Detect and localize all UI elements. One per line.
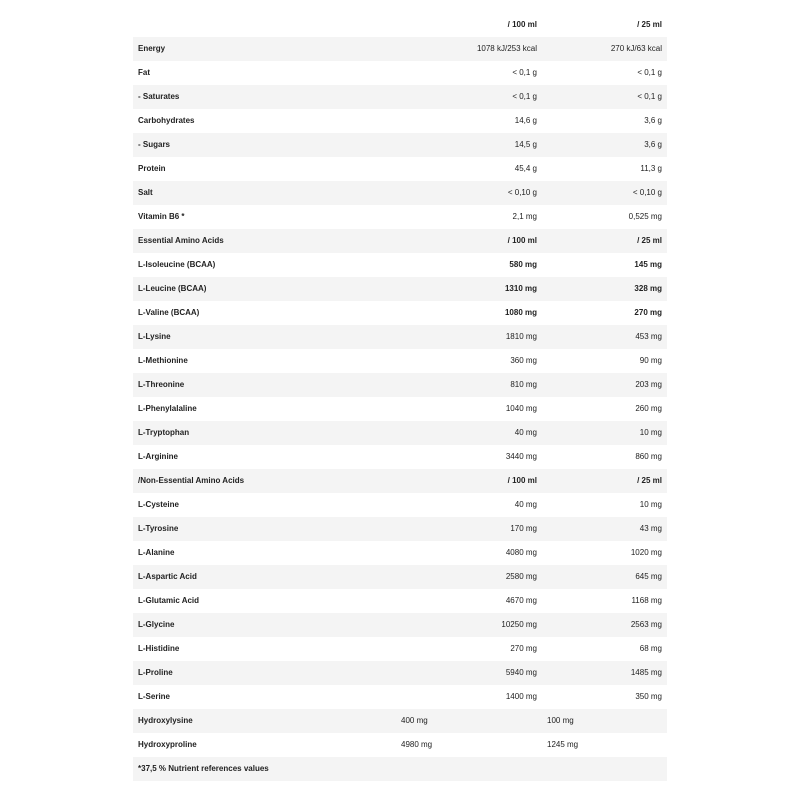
table-row <box>133 37 667 61</box>
row-label: Hydroxylysine <box>138 716 193 725</box>
section-column-per-25ml: / 25 ml <box>637 476 662 485</box>
value-per-25ml: 90 mg <box>639 356 662 365</box>
row-label: Fat <box>138 68 150 77</box>
row-label: L-Phenylalaline <box>138 404 197 413</box>
row-label: - Saturates <box>138 92 180 101</box>
value-per-25ml: 203 mg <box>635 380 662 389</box>
value-per-100ml: < 0,10 g <box>507 188 537 197</box>
table-row <box>133 733 667 757</box>
table-row <box>133 421 667 445</box>
value-per-25ml: 1485 mg <box>630 668 662 677</box>
table-row <box>133 349 667 373</box>
table-row <box>133 637 667 661</box>
value-per-100ml: 40 mg <box>514 428 537 437</box>
value-per-25ml: 645 mg <box>635 572 662 581</box>
section-column-per-100ml: / 100 ml <box>507 476 537 485</box>
value-per-100ml: 10250 mg <box>501 620 537 629</box>
section-label: Essential Amino Acids <box>138 236 224 245</box>
row-label: L-Isoleucine (BCAA) <box>138 260 216 269</box>
value-per-100ml: 170 mg <box>510 524 537 533</box>
row-label: L-Lysine <box>138 332 171 341</box>
value-per-100ml: 2,1 mg <box>512 212 537 221</box>
row-label: L-Glutamic Acid <box>138 596 200 605</box>
value-per-100ml: 3440 mg <box>505 452 537 461</box>
value-per-100ml: < 0,1 g <box>512 92 537 101</box>
table-row <box>133 445 667 469</box>
table-row <box>133 157 667 181</box>
row-label: Protein <box>138 164 166 173</box>
value-per-25ml: 2563 mg <box>630 620 662 629</box>
row-label: L-Leucine (BCAA) <box>138 284 207 293</box>
value-per-25ml: 100 mg <box>547 716 574 725</box>
row-label: L-Tyrosine <box>138 524 179 533</box>
table-row <box>133 181 667 205</box>
value-per-100ml: 1040 mg <box>505 404 537 413</box>
table-row <box>133 301 667 325</box>
value-per-25ml: 10 mg <box>639 428 662 437</box>
table-row <box>133 493 667 517</box>
table-header-row <box>133 13 667 37</box>
value-per-100ml: 4080 mg <box>505 548 537 557</box>
value-per-25ml: < 0,1 g <box>637 92 662 101</box>
row-label: Salt <box>138 188 153 197</box>
value-per-25ml: 145 mg <box>634 260 662 269</box>
row-label: L-Valine (BCAA) <box>138 308 200 317</box>
column-header-per-100ml: / 100 ml <box>507 20 537 29</box>
nutrition-table <box>133 13 667 781</box>
footnote-row <box>133 757 667 781</box>
row-label: Hydroxyproline <box>138 740 197 749</box>
row-label: L-Aspartic Acid <box>138 572 197 581</box>
value-per-25ml: 10 mg <box>639 500 662 509</box>
table-row <box>133 541 667 565</box>
value-per-100ml: 360 mg <box>510 356 537 365</box>
table-row <box>133 397 667 421</box>
footnote: *37,5 % Nutrient references values <box>138 764 269 773</box>
value-per-100ml: 810 mg <box>510 380 537 389</box>
value-per-25ml: < 0,10 g <box>632 188 662 197</box>
value-per-25ml: 43 mg <box>639 524 662 533</box>
row-label: L-Proline <box>138 668 173 677</box>
value-per-100ml: 1400 mg <box>505 692 537 701</box>
value-per-100ml: 14,5 g <box>514 140 537 149</box>
table-row <box>133 85 667 109</box>
row-label: Energy <box>138 44 166 53</box>
table-row <box>133 517 667 541</box>
value-per-100ml: 1810 mg <box>505 332 537 341</box>
value-per-25ml: 328 mg <box>634 284 662 293</box>
value-per-100ml: 40 mg <box>514 500 537 509</box>
row-label: - Sugars <box>138 140 171 149</box>
table-row <box>133 613 667 637</box>
value-per-100ml: 1078 kJ/253 kcal <box>476 44 537 53</box>
row-label: Vitamin B6 * <box>138 212 185 221</box>
value-per-25ml: 3,6 g <box>644 140 662 149</box>
row-label: L-Cysteine <box>138 500 179 509</box>
value-per-25ml: 1245 mg <box>547 740 579 749</box>
table-row <box>133 205 667 229</box>
value-per-25ml: 68 mg <box>639 644 662 653</box>
row-label: L-Alanine <box>138 548 175 557</box>
table-row <box>133 661 667 685</box>
row-label: L-Arginine <box>138 452 178 461</box>
value-per-100ml: 4980 mg <box>401 740 433 749</box>
value-per-25ml: 1020 mg <box>630 548 662 557</box>
value-per-100ml: 580 mg <box>509 260 537 269</box>
value-per-100ml: 400 mg <box>401 716 428 725</box>
value-per-25ml: 0,525 mg <box>628 212 662 221</box>
section-label: /Non-Essential Amino Acids <box>138 476 245 485</box>
value-per-25ml: 453 mg <box>635 332 662 341</box>
value-per-25ml: 350 mg <box>635 692 662 701</box>
value-per-100ml: 1310 mg <box>504 284 537 293</box>
table-row <box>133 709 667 733</box>
value-per-25ml: 3,6 g <box>644 116 662 125</box>
value-per-25ml: 270 kJ/63 kcal <box>610 44 662 53</box>
value-per-25ml: 11,3 g <box>640 164 662 173</box>
column-header-per-25ml: / 25 ml <box>637 20 662 29</box>
value-per-100ml: 270 mg <box>510 644 537 653</box>
row-label: L-Tryptophan <box>138 428 190 437</box>
table-row <box>133 325 667 349</box>
value-per-100ml: 5940 mg <box>505 668 537 677</box>
row-label: L-Serine <box>138 692 171 701</box>
table-row <box>133 61 667 85</box>
row-label: L-Glycine <box>138 620 175 629</box>
value-per-100ml: 4670 mg <box>505 596 537 605</box>
value-per-25ml: 860 mg <box>635 452 662 461</box>
table-row <box>133 589 667 613</box>
table-row <box>133 133 667 157</box>
table-row <box>133 373 667 397</box>
row-label: L-Threonine <box>138 380 185 389</box>
table-row <box>133 109 667 133</box>
value-per-100ml: 2580 mg <box>505 572 537 581</box>
row-label: L-Methionine <box>138 356 188 365</box>
value-per-25ml: < 0,1 g <box>637 68 662 77</box>
value-per-100ml: 14,6 g <box>514 116 537 125</box>
table-row <box>133 253 667 277</box>
value-per-25ml: 270 mg <box>634 308 662 317</box>
value-per-25ml: 1168 mg <box>631 596 662 605</box>
section-header-row <box>133 469 667 493</box>
value-per-100ml: 1080 mg <box>504 308 537 317</box>
row-label: Carbohydrates <box>138 116 195 125</box>
section-column-per-25ml: / 25 ml <box>637 236 662 245</box>
value-per-100ml: < 0,1 g <box>512 68 537 77</box>
section-header-row <box>133 229 667 253</box>
table-row <box>133 565 667 589</box>
table-row <box>133 277 667 301</box>
row-label: L-Histidine <box>138 644 180 653</box>
value-per-100ml: 45,4 g <box>514 164 537 173</box>
value-per-25ml: 260 mg <box>635 404 662 413</box>
table-row <box>133 685 667 709</box>
section-column-per-100ml: / 100 ml <box>507 236 537 245</box>
